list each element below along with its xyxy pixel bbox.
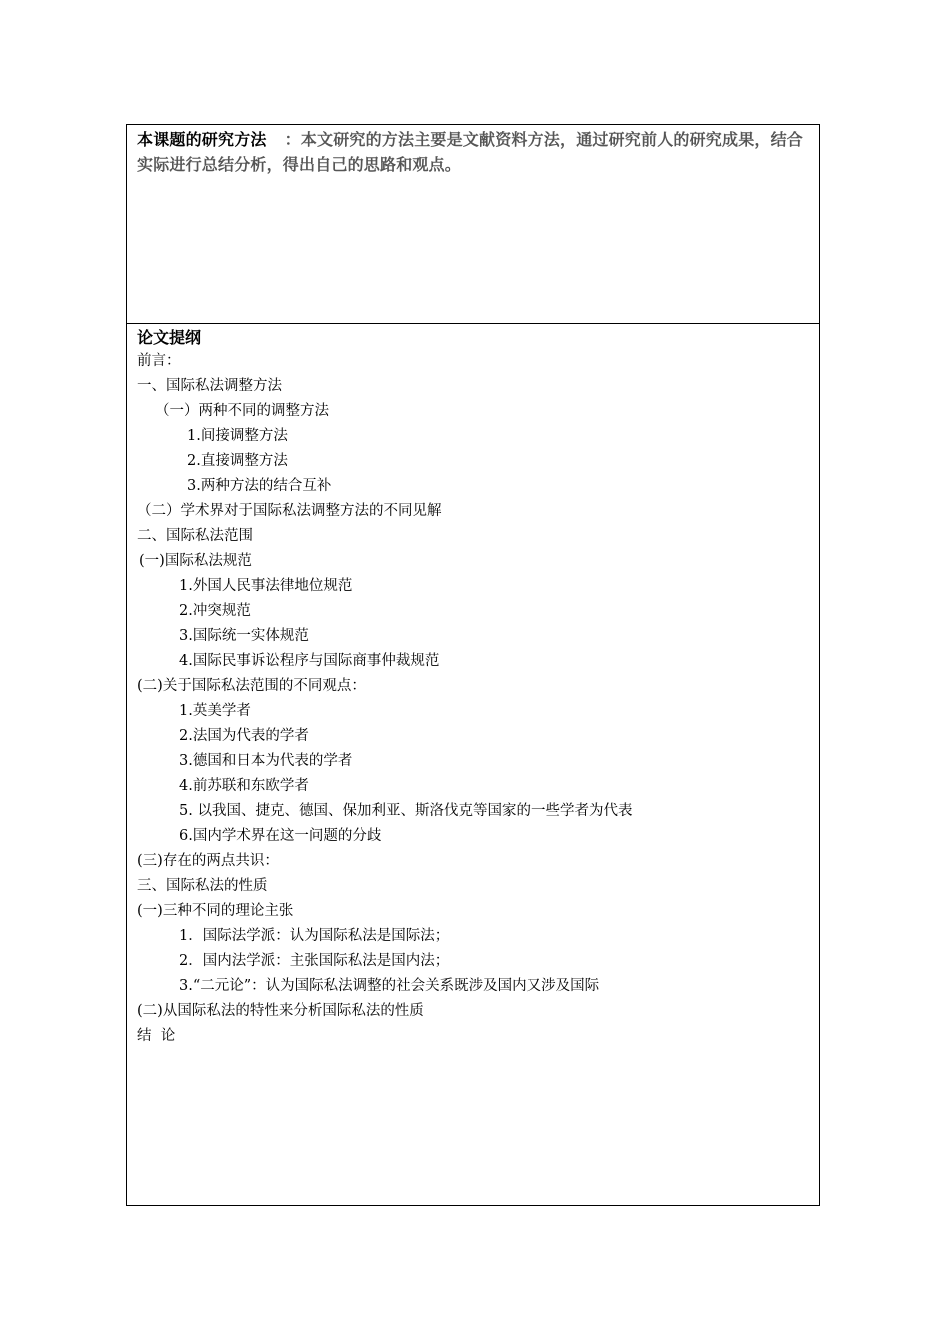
outline-line-subsection: (二)关于国际私法范围的不同观点：: [137, 678, 366, 694]
outline-line-item: 1.外国人民事法律地位规范: [179, 578, 353, 594]
outline-line-subsection: （二）学术界对于国际私法调整方法的不同见解: [137, 503, 442, 519]
outline-line-item: 4.前苏联和东欧学者: [179, 778, 309, 794]
outline-line-item: 1.英美学者: [179, 703, 251, 719]
outline-line-item: 3.德国和日本为代表的学者: [179, 753, 353, 769]
outline-line-item: 1.间接调整方法: [187, 428, 288, 444]
outline-line-section: 三、国际私法的性质: [137, 878, 268, 894]
outline-line-subsection: (一)三种不同的理论主张: [137, 903, 294, 919]
outline-line-section: 一、国际私法调整方法: [137, 378, 282, 394]
outline-line-section: 二、国际私法范围: [137, 528, 253, 544]
outline-line-item: 5. 以我国、捷克、德国、保加利亚、斯洛伐克等国家的一些学者为代表: [179, 803, 633, 819]
outline-line-item: 4.国际民事诉讼程序与国际商事仲裁规范: [179, 653, 440, 669]
outline-line-item: 3.“二元论”：认为国际私法调整的社会关系既涉及国内又涉及国际: [179, 978, 600, 994]
outline-line-subsection: (二)从国际私法的特性来分析国际私法的性质: [137, 1003, 424, 1019]
outline-line-subsection: （一）两种不同的调整方法: [155, 403, 329, 419]
proposal-form-table: [126, 124, 820, 1206]
outline-line-subsection: (三)存在的两点共识：: [137, 853, 279, 869]
research-method-heading: 本课题的研究方法: [137, 130, 267, 149]
outline-line-item: 3.国际统一实体规范: [179, 628, 309, 644]
outline-line-item: 2.法国为代表的学者: [179, 728, 309, 744]
outline-line-item: 2．国内法学派：主张国际私法是国内法；: [179, 953, 450, 969]
thesis-outline-cell: [127, 324, 819, 1205]
outline-line-preface: 前言：: [137, 353, 181, 369]
research-method-cell: [127, 125, 819, 324]
research-method-paragraph: [137, 127, 809, 177]
outline-title: 论文提纲: [137, 328, 202, 347]
outline-line-item: 2.冲突规范: [179, 603, 251, 619]
outline-line-item: 2.直接调整方法: [187, 453, 288, 469]
outline-line-item: 1．国际法学派：认为国际私法是国际法；: [179, 928, 450, 944]
outline-line-item: 6.国内学术界在这一问题的分歧: [179, 828, 382, 844]
outline-line-item: 3.两种方法的结合互补: [187, 478, 332, 494]
outline-line-conclusion: 结 论: [137, 1028, 176, 1044]
research-method-text: ：本文研究的方法主要是文献资料方法，通过研究前人的研究成果，结合实际进行总结分析，得出自己的思路和观点。: [137, 130, 804, 174]
outline-line-subsection: (一)国际私法规范: [139, 553, 252, 569]
